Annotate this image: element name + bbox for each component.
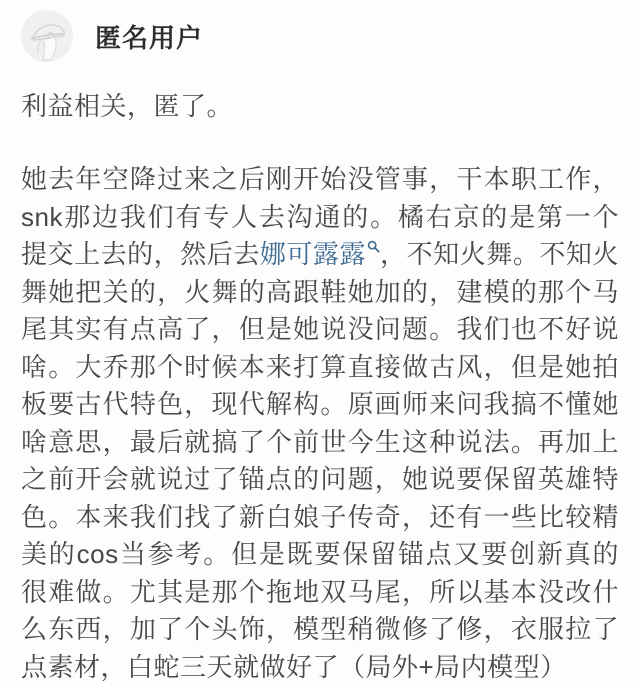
post-body [21,161,619,686]
author-name[interactable]: 匿名用户 [95,22,204,53]
post-intro: 利益相关，匿了。 [21,91,234,121]
nakoruru-search-link[interactable] [260,239,380,269]
avatar[interactable] [21,10,73,62]
search-link-text[interactable]: 娜可露露 [259,239,367,269]
post-body-text-after: ，不知火舞。不知火舞她把关的，火舞的高跟鞋她加的，建模的那个马尾其实有点高了，但是她说没问题。我们也不好说啥。大乔那个时候本来打算直接做古风，但是她拍板要古代特色，现代解构。原画师来问我搞不懂她啥意思，最后就搞了个前世今生这种说法。再加上之前开会就说过了锚点的问题，她说要保留英雄特色。本来我们找了新白娘子传奇，还有一些比较精美的cos当参考。但是既要保留锚点又要创新真的很难做。尤其是那个拖地双马尾，所以基本没改什么东西，加了个头饰，模型稍微修了修，衣服拉了点素材，白蛇三天就做好了（局外+局内模型） [21,239,619,682]
post-body-text-before: 她去年空降过来之后刚开始没管事，干本职工作，snk那边我们有专人去沟通的。橘右京的是第一个提交上去的，然后去 [21,164,619,269]
search-icon[interactable] [367,240,380,253]
author-header [21,10,619,62]
anonymous-user-icon [21,10,73,62]
